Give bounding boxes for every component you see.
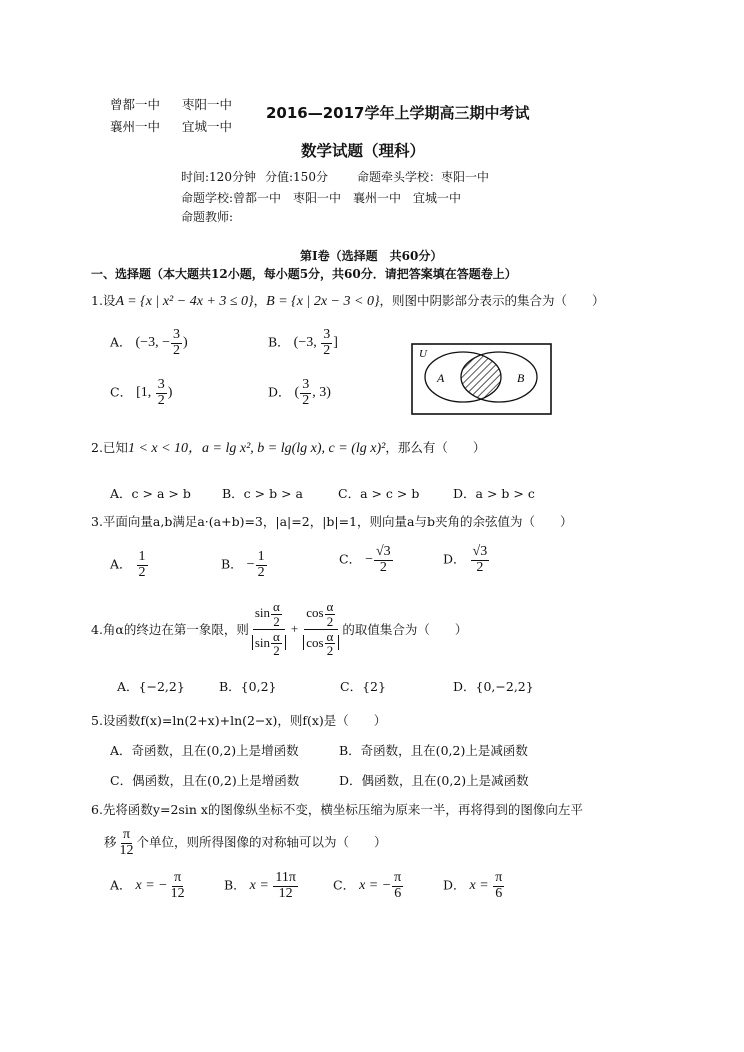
q5-option-d: D．偶函数，且在(0,2)上是减函数	[339, 773, 529, 788]
info-schools: 命题学校:曾都一中 枣阳一中 襄州一中 宜城一中	[181, 191, 462, 205]
question-1: 1.设A = {x | x² − 4x + 3 ≤ 0}，B = {x | 2x − 3 < 0}，则图中阴影部分表示的集合为（ ）	[91, 293, 605, 309]
q3-option-a: A． $\frac{1}{2}$	[110, 549, 146, 580]
school-yicheng: 宜城一中	[182, 119, 233, 134]
q1-option-c: C． [1, $\frac{3}{2}$ )	[110, 377, 173, 408]
q2-option-d: D．a > b > c	[453, 486, 535, 501]
question-4: 4.角α的终边在第一象限，则 sin $\frac{\alpha}{2}$ sin $\frac{\alpha}{2}$ + cos $\frac{\alpha}{2}$ cos $\frac{\alpha}{2}$ 的取值集合为（ ）	[91, 599, 468, 659]
venn-label-b: B	[517, 371, 525, 385]
q1-option-b: B． (−3, $\frac{3}{2}$ ]	[268, 327, 338, 358]
exam-subtitle: 数学试题（理科）	[301, 142, 426, 160]
q6-option-c: C． x = − $\frac{\pi}{6}$	[333, 870, 402, 901]
q6-option-d: D． x = $\frac{\pi}{6}$	[443, 870, 503, 901]
question-2: 2.已知1 < x < 10，a = lg x², b = lg(lg x), c = (lg x)²，那么有（ ）	[91, 440, 486, 456]
q5-option-b: B．奇函数，且在(0,2)上是减函数	[339, 743, 528, 758]
q4-option-b: B．{0,2}	[219, 679, 277, 694]
q6-option-a: A． x = − $\frac{\pi}{12}$	[110, 870, 185, 901]
q3-option-b: B． − $\frac{1}{2}$	[221, 549, 265, 580]
info-score: 分值:150分	[265, 170, 328, 184]
question-6-line1: 6.先将函数y=2sin x的图像纵坐标不变，横坐标压缩为原来一半，再将得到的图像向左平	[91, 802, 583, 817]
q1-set-a: A = {x | x² − 4x + 3 ≤ 0}	[115, 294, 254, 309]
q1-prefix: 1.设	[91, 293, 116, 308]
q6-option-b: B． x = $\frac{11\pi}{12}$	[224, 870, 296, 901]
exam-title: 2016—2017学年上学期高三期中考试	[266, 104, 530, 122]
info-teacher: 命题教师:	[181, 210, 234, 224]
venn-label-u: U	[419, 348, 427, 360]
q4-option-a: A．{−2,2}	[117, 679, 185, 694]
q5-option-c: C．偶函数，且在(0,2)上是增函数	[110, 773, 300, 788]
q4-expression: sin $\frac{\alpha}{2}$ sin $\frac{\alpha}{2}$ + cos $\frac{\alpha}{2}$ cos $\frac{\alpha}{2}$	[249, 600, 342, 658]
venn-label-a: A	[437, 371, 445, 385]
q1-set-b: B = {x | 2x − 3 < 0}	[266, 294, 380, 309]
q4-option-c: C．{2}	[340, 679, 386, 694]
q5-option-a: A．奇函数，且在(0,2)上是增函数	[110, 743, 299, 758]
q4-option-d: D．{0,−2,2}	[453, 679, 534, 694]
volume-heading: 第Ⅰ卷（选择题 共60分）	[300, 249, 443, 263]
school-zaoyang: 枣阳一中	[182, 97, 233, 112]
q2-option-b: B．c > b > a	[222, 486, 303, 501]
question-6-line2: 移 $\frac{\pi}{12}$ 个单位，则所得图像的对称轴可以为（ ）	[104, 827, 387, 858]
q1-suffix: ，则图中阴影部分表示的集合为（ ）	[379, 293, 605, 308]
q1-option-a: A． (−3, − $\frac{3}{2}$ )	[110, 327, 188, 358]
school-zengdu: 曾都一中	[110, 97, 161, 112]
question-5: 5.设函数f(x)=ln(2+x)+ln(2−x)，则f(x)是（ ）	[91, 713, 387, 728]
q3-option-d: D． $\frac{√3}{2}$	[443, 544, 488, 575]
q2-math: 1 < x < 10，a = lg x², b = lg(lg x), c = (lg x)²	[127, 441, 386, 456]
q2-option-c: C．a > c > b	[338, 486, 420, 501]
school-xiangzhou: 襄州一中	[110, 119, 161, 134]
q2-option-a: A．c > a > b	[110, 486, 191, 501]
info-lead-school: 命题牵头学校：枣阳一中	[357, 170, 490, 184]
q3-option-c: C． − $\frac{√3}{2}$	[339, 544, 391, 575]
venn-diagram	[411, 343, 552, 415]
question-3: 3.平面向量a,b满足a·(a+b)=3，|a|=2，|b|=1，则向量a与b夹角的余弦值为（ ）	[91, 514, 573, 529]
section-heading: 一、选择题（本大题共12小题，每小题5分，共60分．请把答案填在答题卷上）	[91, 267, 517, 281]
info-time: 时间:120分钟	[181, 170, 256, 184]
q1-option-d: D． ( $\frac{3}{2}$ , 3)	[268, 377, 331, 408]
